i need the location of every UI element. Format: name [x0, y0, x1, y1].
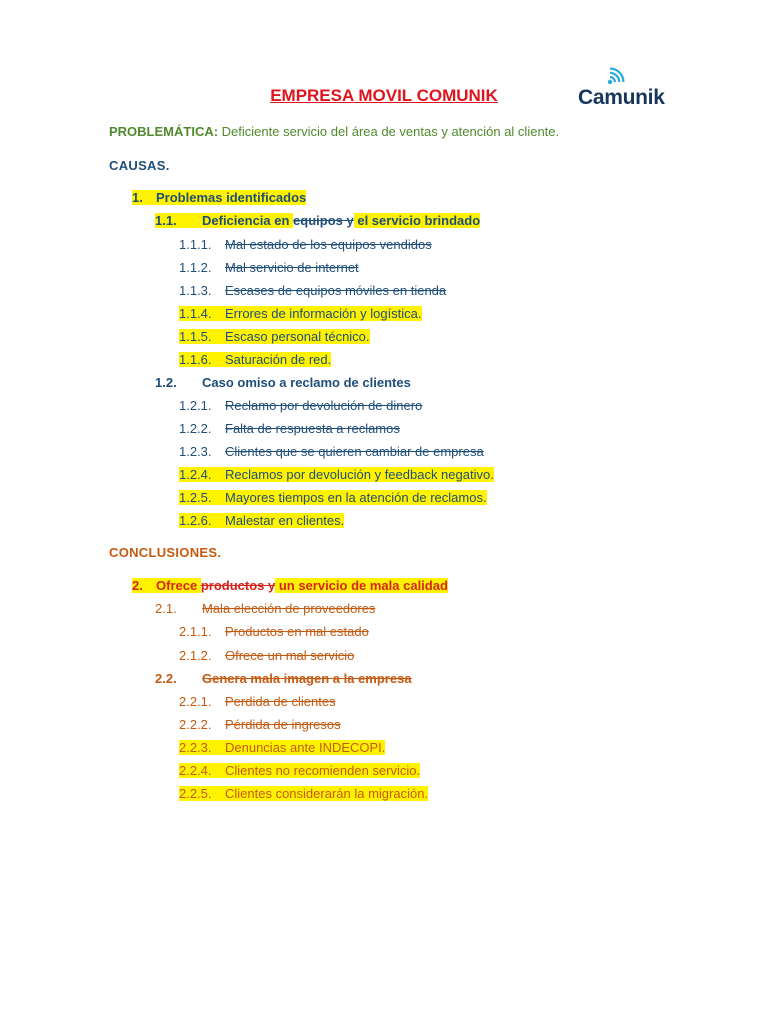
logo-text: Camunik	[578, 86, 665, 109]
list-item-2-1	[155, 601, 375, 616]
list-label: Clientes que se quieren cambiar de empresa	[225, 444, 484, 459]
list-label: Productos en mal estado	[225, 624, 369, 639]
list-number: 2.2.2.	[179, 717, 212, 732]
list-number: 2.2.4.	[179, 763, 212, 778]
list-item-2-2-2	[179, 717, 341, 732]
list-label: Ofrece un mal servicio	[225, 648, 355, 663]
list-item-1-2-3	[179, 444, 484, 459]
list-label: Perdida de clientes	[225, 694, 336, 709]
list-label-part: un servicio de mala calidad	[275, 578, 448, 593]
list-item-1-1-5	[179, 329, 370, 344]
list-label: Saturación de red.	[225, 352, 332, 367]
list-number: 1.2.	[155, 375, 177, 390]
list-item-2	[132, 578, 448, 593]
list-label: Errores de información y logística.	[225, 306, 422, 321]
problematica-text: Deficiente servicio del área de ventas y atención al cliente.	[218, 124, 560, 139]
list-label: Genera mala imagen a la empresa	[202, 671, 412, 686]
list-number: 2.1.1.	[179, 624, 212, 639]
list-number: 1.1.6.	[179, 352, 212, 367]
problematica-label: PROBLEMÁTICA:	[109, 124, 219, 139]
list-item-1-2-2	[179, 421, 400, 436]
list-number: 1.2.5.	[179, 490, 212, 505]
list-number: 1.1.5.	[179, 329, 212, 344]
list-label: Mal servicio de internet	[225, 260, 359, 275]
list-label: Malestar en clientes.	[225, 513, 345, 528]
list-label-struck: productos y	[200, 578, 276, 593]
list-number: 2.2.5.	[179, 786, 212, 801]
list-label: Caso omiso a reclamo de clientes	[202, 375, 411, 390]
list-item-1-2-6	[179, 513, 344, 528]
list-label: Pérdida de ingresos	[225, 717, 341, 732]
list-item-2-2	[155, 671, 412, 686]
list-number: 2.	[132, 578, 143, 593]
list-item-1-1-4	[179, 306, 422, 321]
list-number: 1.1.2.	[179, 260, 212, 275]
list-label-part: el servicio brindado	[353, 213, 481, 228]
list-number: 1.2.2.	[179, 421, 212, 436]
list-label: Mala elección de proveedores	[202, 601, 376, 616]
list-item-2-2-4	[179, 763, 420, 778]
list-number: 1.2.4.	[179, 467, 212, 482]
list-number: 1.2.6.	[179, 513, 212, 528]
list-item-2-1-2	[179, 648, 354, 663]
list-item-2-1-1	[179, 624, 369, 639]
list-label: Problemas identificados	[156, 190, 307, 205]
conclusiones-heading: CONCLUSIONES.	[109, 545, 222, 560]
list-label-part: Ofrece	[156, 578, 201, 593]
list-number: 2.2.	[155, 671, 177, 686]
list-item-1-1-6	[179, 352, 331, 367]
list-label-part: Deficiencia en	[202, 213, 294, 228]
list-item-1-2-1	[179, 398, 422, 413]
list-item-1-1	[155, 213, 480, 228]
list-label: Escaso personal técnico.	[225, 329, 370, 344]
list-number: 1.2.3.	[179, 444, 212, 459]
list-label: Reclamo por devolución de dinero	[225, 398, 423, 413]
list-label: Clientes considerarán la migración.	[225, 786, 429, 801]
list-number: 1.2.1.	[179, 398, 212, 413]
list-label: Clientes no recomienden servicio.	[225, 763, 421, 778]
list-number: 1.1.3.	[179, 283, 212, 298]
list-number: 2.1.	[155, 601, 177, 616]
company-logo	[578, 58, 676, 110]
list-label: Falta de respuesta a reclamos	[225, 421, 400, 436]
list-item-1-2	[155, 375, 411, 390]
document-title: EMPRESA MOVIL COMUNIK	[270, 86, 498, 105]
problematica-line	[109, 124, 559, 139]
list-label: Denuncias ante INDECOPI.	[225, 740, 386, 755]
list-item-2-2-1	[179, 694, 336, 709]
list-item-1-1-1	[179, 237, 432, 252]
list-number: 2.2.3.	[179, 740, 212, 755]
list-item-1-1-3	[179, 283, 446, 298]
list-item-1	[132, 190, 306, 205]
list-number: 2.1.2.	[179, 648, 212, 663]
list-label: Reclamos por devolución y feedback negativo.	[225, 467, 494, 482]
list-number: 1.	[132, 190, 143, 205]
list-item-1-2-5	[179, 490, 487, 505]
list-item-2-2-5	[179, 786, 428, 801]
list-label-struck: equipos y	[293, 213, 354, 228]
list-number: 2.2.1.	[179, 694, 212, 709]
list-label: Escases de equipos móviles en tienda	[225, 283, 447, 298]
list-number: 1.1.1.	[179, 237, 212, 252]
list-number: 1.1.4.	[179, 306, 212, 321]
list-number: 1.1.	[155, 213, 177, 228]
causas-heading: CAUSAS.	[109, 158, 170, 173]
list-item-2-2-3	[179, 740, 385, 755]
list-label: Mal estado de los equipos vendidos	[225, 237, 432, 252]
list-label: Mayores tiempos en la atención de reclamos.	[225, 490, 487, 505]
list-item-1-1-2	[179, 260, 359, 275]
list-item-1-2-4	[179, 467, 494, 482]
